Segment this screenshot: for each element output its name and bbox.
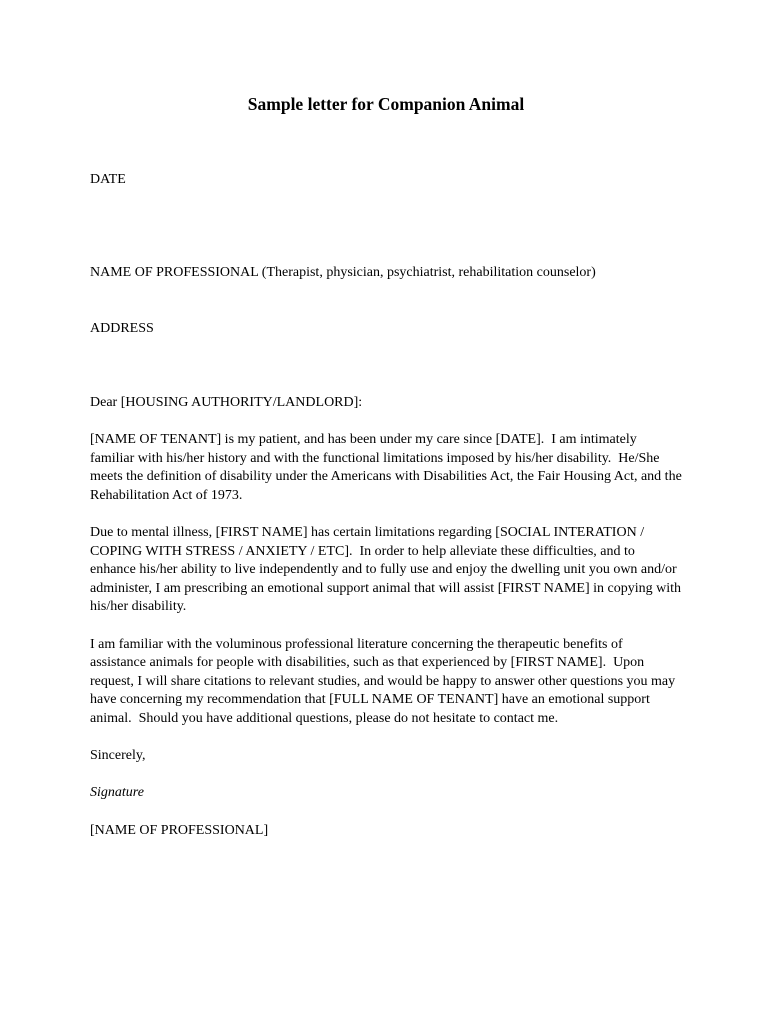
signature-placeholder: Signature xyxy=(90,785,144,801)
closing: Sincerely, xyxy=(90,748,146,764)
recipient-name-line: NAME OF PROFESSIONAL (Therapist, physician, psychiatrist, rehabilitation counselor) xyxy=(90,264,596,280)
date-placeholder: DATE xyxy=(90,172,126,187)
body-paragraph-3: I am familiar with the voluminous professional literature concerning the therapeutic benefits of assistance animals for people with disabilities, such as that experienced by [FIRST NAME]. Upon request, I will share citations to relevant studies, and would be happy to answer other questions you may have concerning my recommendation that [FULL NAME OF TENANT] have an emotional support animal. Should you have additional questions, please do not hesitate to contact me. xyxy=(90,636,679,727)
body-paragraph-1: [NAME OF TENANT] is my patient, and has been under my care since [DATE]. I am intimately familiar with his/her history and with the functional limitations imposed by his/her disability. He/She meets the definition of disability under the Americans with Disabilities Act, the Fair Housing Act, and the Rehabilitation Act of 1973. xyxy=(90,432,686,503)
recipient-block xyxy=(90,227,682,376)
recipient-address-line: ADDRESS xyxy=(90,320,154,336)
signer-name: [NAME OF PROFESSIONAL] xyxy=(90,822,269,838)
document-title: Sample letter for Companion Animal xyxy=(247,94,525,114)
salutation: Dear [HOUSING AUTHORITY/LANDLORD]: xyxy=(90,394,363,410)
body-paragraph-2: Due to mental illness, [FIRST NAME] has certain limitations regarding [SOCIAL INTERATION / COPING WITH STRESS / ANXIETY / ETC]. In order to help alleviate these difficulties, and to enhance his/her ability to live independently and to fully use and enjoy the dwelling unit you own and/or administer, I am prescribing an emotional support animal that will assist [FIRST NAME] in copying with his/her disability. xyxy=(90,525,685,615)
